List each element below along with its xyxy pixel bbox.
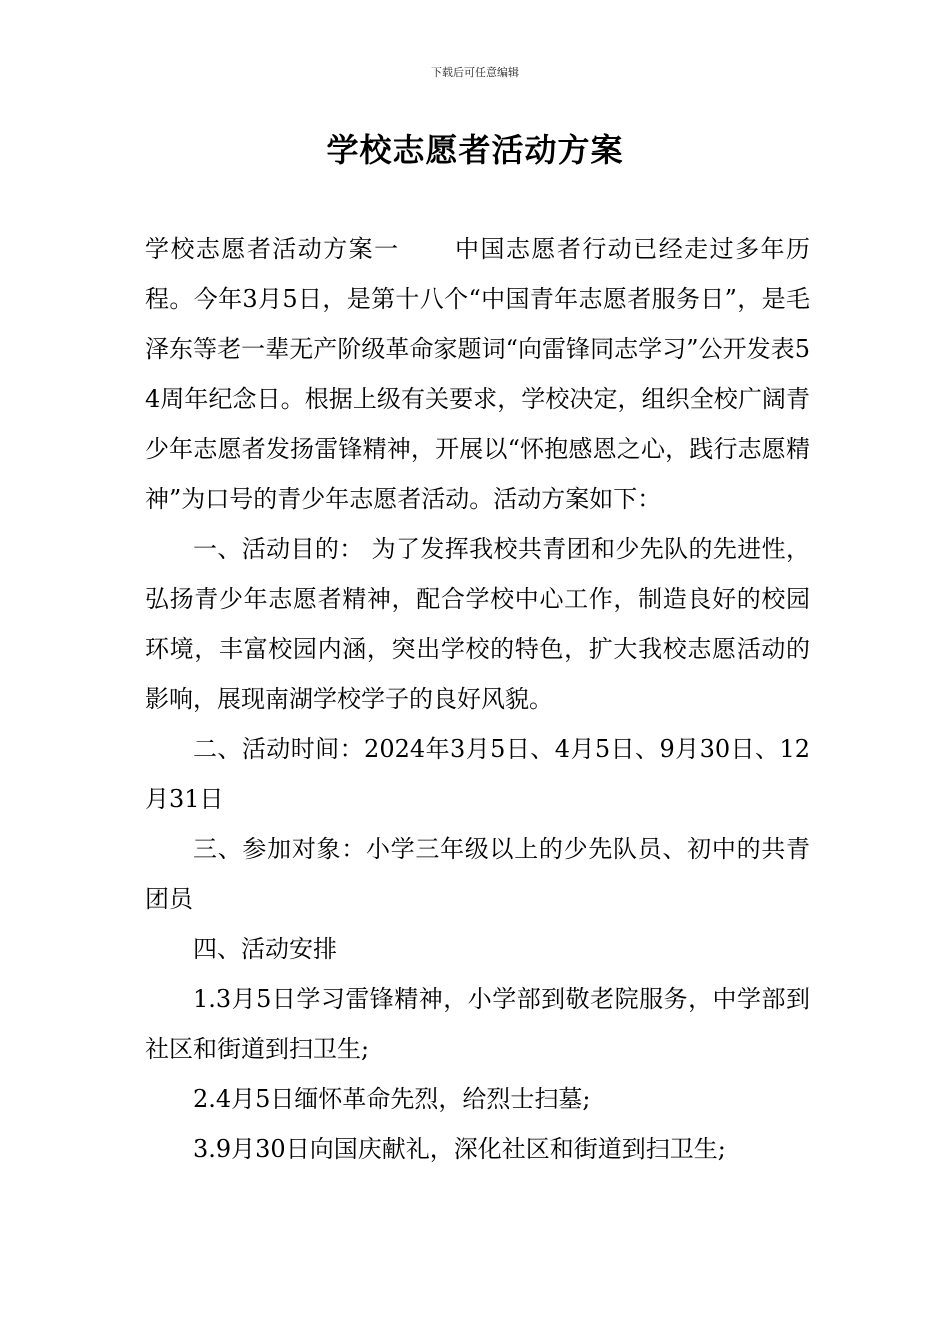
paragraph-arrangement-3: 3.9月30日向国庆献礼，深化社区和街道到扫卫生;	[193, 1135, 726, 1163]
paragraph-arrangement-1: 1.3月5日学习雷锋精神，小学部到敬老院服务，中学部到社区和街道到扫卫生;	[145, 985, 810, 1063]
header-note: 下载后可任意编辑	[431, 66, 519, 79]
document-title: 学校志愿者活动方案	[326, 131, 624, 169]
paragraph-arrangement-heading: 四、活动安排	[193, 935, 337, 963]
paragraph-time: 二、活动时间：2024年3月5日、4月5日、9月30日、12月31日	[145, 735, 810, 813]
paragraph-purpose: 一、活动目的： 为了发挥我校共青团和少先队的先进性，弘扬青少年志愿者精神，配合学校中心工作，制造良好的校园环境，丰富校园内涵，突出学校的特色，扩大我校志愿活动的影响，展现南湖学校学子的良好风貌。	[145, 535, 810, 713]
intro-text: 中国志愿者行动已经走过多年历程。今年3月5日，是第十八个“中国青年志愿者服务日”，是毛泽东等老一辈无产阶级革命家题词“向雷锋同志学习”公开发表54周年纪念日。根据上级有关要求，学校决定，组织全校广阔青少年志愿者发扬雷锋精神，开展以“怀抱感恩之心，践行志愿精神”为口号的青少年志愿者活动。活动方案如下：	[145, 235, 811, 513]
paragraph-arrangement-2: 2.4月5日缅怀革命先烈，给烈士扫墓;	[193, 1085, 591, 1113]
paragraph-participants: 三、参加对象：小学三年级以上的少先队员、初中的共青团员	[145, 835, 810, 913]
intro-heading: 学校志愿者活动方案一	[145, 235, 400, 263]
intro-paragraph	[145, 224, 810, 524]
document-body	[145, 224, 810, 1174]
